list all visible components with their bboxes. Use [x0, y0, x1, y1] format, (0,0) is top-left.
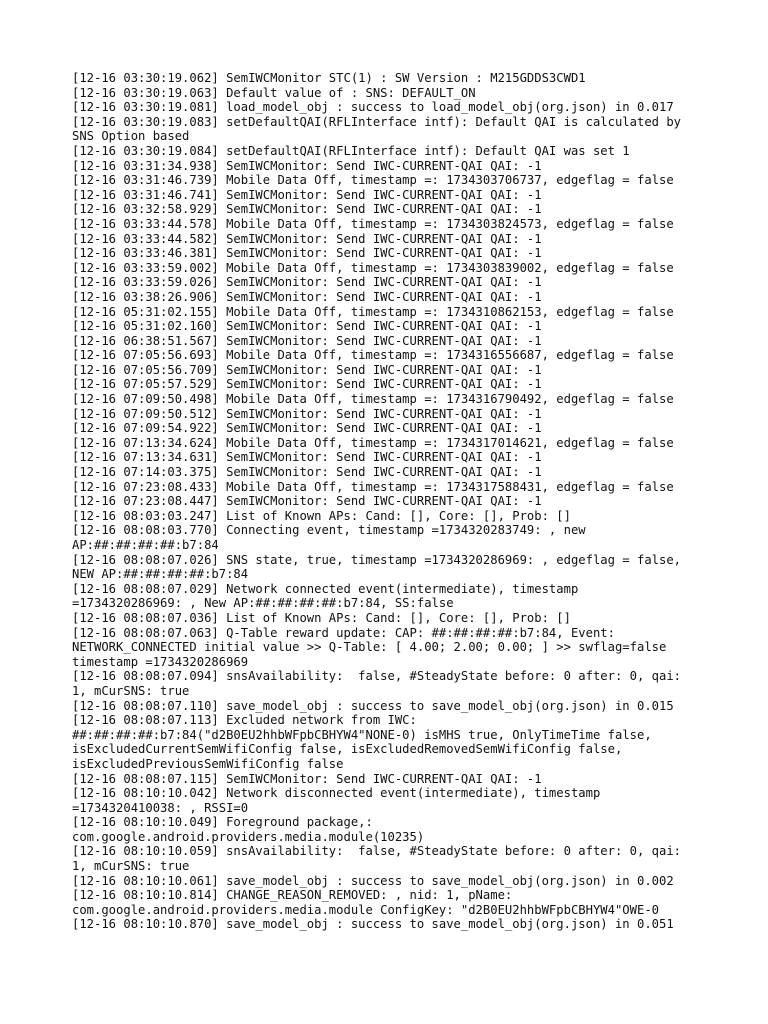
log-line: [12-16 06:38:51.567] SemIWCMonitor: Send IWC-CURRENT-QAI QAI: -1 [72, 333, 542, 348]
log-line: [12-16 08:08:03.770] Connecting event, timestamp =1734320283749: , new [72, 523, 586, 538]
log-line: [12-16 03:30:19.062] SemIWCMonitor STC(1) : SW Version : M215GDDS3CWD1 [72, 71, 586, 85]
log-line: [12-16 08:10:10.042] Network disconnected event(intermediate), timestamp [72, 786, 601, 801]
log-line: [12-16 08:10:10.061] save_model_obj : success to save_model_obj(org.json) in 0.002 [72, 873, 674, 888]
log-line: [12-16 03:33:44.578] Mobile Data Off, timestamp =: 1734303824573, edgeflag = false [72, 216, 674, 231]
log-line: [12-16 03:33:44.582] SemIWCMonitor: Send IWC-CURRENT-QAI QAI: -1 [72, 231, 542, 246]
log-line: [12-16 08:08:07.094] snsAvailability: false, #SteadyState before: 0 after: 0, qai: [72, 669, 682, 684]
log-text-block [72, 71, 700, 932]
log-line: =1734320286969: , New AP:##:##:##:##:b7:84, SS:false [72, 596, 454, 611]
log-line: [12-16 03:30:19.083] setDefaultQAI(RFLInterface intf): Default QAI is calculated by [72, 114, 682, 129]
log-line: [12-16 03:33:59.002] Mobile Data Off, timestamp =: 1734303839002, edgeflag = false [72, 260, 674, 275]
log-line: [12-16 07:23:08.433] Mobile Data Off, timestamp =: 1734317588431, edgeflag = false [72, 479, 674, 494]
log-line: [12-16 08:08:07.063] Q-Table reward update: CAP: ##:##:##:##:b7:84, Event: [72, 625, 615, 640]
log-line: [12-16 03:38:26.906] SemIWCMonitor: Send IWC-CURRENT-QAI QAI: -1 [72, 289, 542, 304]
log-line: com.google.android.providers.media.module(10235) [72, 829, 425, 844]
log-line: [12-16 03:33:59.026] SemIWCMonitor: Send IWC-CURRENT-QAI QAI: -1 [72, 275, 542, 290]
log-line: [12-16 07:23:08.447] SemIWCMonitor: Send IWC-CURRENT-QAI QAI: -1 [72, 494, 542, 509]
log-line: [12-16 07:09:50.512] SemIWCMonitor: Send IWC-CURRENT-QAI QAI: -1 [72, 406, 542, 421]
log-line: isExcludedPreviousSemWifiConfig false [72, 756, 344, 771]
log-line: [12-16 08:08:07.113] Excluded network from IWC: [72, 713, 417, 728]
log-line: [12-16 03:30:19.084] setDefaultQAI(RFLInterface intf): Default QAI was set 1 [72, 143, 630, 158]
log-line: [12-16 08:10:10.814] CHANGE_REASON_REMOVED: , nid: 1, pName: [72, 888, 513, 903]
log-line: [12-16 08:03:03.247] List of Known APs: Cand: [], Core: [], Prob: [] [72, 508, 571, 523]
log-line: [12-16 07:13:34.624] Mobile Data Off, timestamp =: 1734317014621, edgeflag = false [72, 435, 674, 450]
log-line: NEW AP:##:##:##:##:b7:84 [72, 567, 249, 582]
log-line: [12-16 08:08:07.115] SemIWCMonitor: Send IWC-CURRENT-QAI QAI: -1 [72, 771, 542, 786]
log-line: [12-16 08:10:10.059] snsAvailability: false, #SteadyState before: 0 after: 0, qai: [72, 844, 682, 859]
log-line: timestamp =1734320286969 [72, 654, 249, 669]
log-line: [12-16 08:10:10.870] save_model_obj : success to save_model_obj(org.json) in 0.051 [72, 917, 674, 932]
log-line: [12-16 07:05:56.693] Mobile Data Off, timestamp =: 1734316556687, edgeflag = false [72, 348, 674, 363]
log-line: ##:##:##:##:b7:84("d2B0EU2hhbWFpbCBHYW4"NONE-0) isMHS true, OnlyTimeTime false, [72, 727, 652, 742]
log-line: [12-16 03:31:46.739] Mobile Data Off, timestamp =: 1734303706737, edgeflag = false [72, 173, 674, 188]
log-line: [12-16 03:33:46.381] SemIWCMonitor: Send IWC-CURRENT-QAI QAI: -1 [72, 246, 542, 261]
log-line: [12-16 05:31:02.160] SemIWCMonitor: Send IWC-CURRENT-QAI QAI: -1 [72, 319, 542, 334]
log-line: [12-16 07:05:56.709] SemIWCMonitor: Send IWC-CURRENT-QAI QAI: -1 [72, 362, 542, 377]
log-line: =1734320410038: , RSSI=0 [72, 800, 249, 815]
log-line: [12-16 03:31:46.741] SemIWCMonitor: Send IWC-CURRENT-QAI QAI: -1 [72, 187, 542, 202]
log-line: AP:##:##:##:##:b7:84 [72, 538, 219, 552]
log-line: [12-16 08:08:07.036] List of Known APs: Cand: [], Core: [], Prob: [] [72, 610, 571, 625]
log-line: [12-16 03:32:58.929] SemIWCMonitor: Send IWC-CURRENT-QAI QAI: -1 [72, 202, 542, 217]
log-line: [12-16 08:08:07.026] SNS state, true, timestamp =1734320286969: , edgeflag = false, [72, 552, 682, 567]
log-line: [12-16 08:10:10.049] Foreground package,: [72, 815, 373, 830]
log-line: NETWORK_CONNECTED initial value >> Q-Table: [ 4.00; 2.00; 0.00; ] >> swflag=false [72, 640, 667, 655]
log-line: [12-16 03:31:34.938] SemIWCMonitor: Send IWC-CURRENT-QAI QAI: -1 [72, 158, 542, 173]
log-line: [12-16 07:13:34.631] SemIWCMonitor: Send IWC-CURRENT-QAI QAI: -1 [72, 450, 542, 465]
log-line: [12-16 07:09:54.922] SemIWCMonitor: Send IWC-CURRENT-QAI QAI: -1 [72, 421, 542, 436]
log-line: [12-16 03:30:19.063] Default value of : SNS: DEFAULT_ON [72, 85, 476, 100]
log-line: isExcludedCurrentSemWifiConfig false, isExcludedRemovedSemWifiConfig false, [72, 742, 623, 757]
log-line: [12-16 07:05:57.529] SemIWCMonitor: Send IWC-CURRENT-QAI QAI: -1 [72, 377, 542, 392]
log-line: [12-16 07:14:03.375] SemIWCMonitor: Send IWC-CURRENT-QAI QAI: -1 [72, 465, 542, 480]
log-line: com.google.android.providers.media.module ConfigKey: "d2B0EU2hhbWFpbCBHYW4"OWE-0 [72, 902, 659, 917]
log-line: [12-16 08:08:07.029] Network connected event(intermediate), timestamp [72, 581, 579, 596]
log-line: [12-16 05:31:02.155] Mobile Data Off, timestamp =: 1734310862153, edgeflag = false [72, 304, 674, 319]
log-line: SNS Option based [72, 129, 190, 144]
log-line: [12-16 07:09:50.498] Mobile Data Off, timestamp =: 1734316790492, edgeflag = false [72, 392, 674, 407]
log-line: 1, mCurSNS: true [72, 859, 190, 874]
log-line: 1, mCurSNS: true [72, 683, 190, 698]
log-line: [12-16 08:08:07.110] save_model_obj : success to save_model_obj(org.json) in 0.015 [72, 698, 674, 713]
log-line: [12-16 03:30:19.081] load_model_obj : success to load_model_obj(org.json) in 0.017 [72, 100, 674, 115]
